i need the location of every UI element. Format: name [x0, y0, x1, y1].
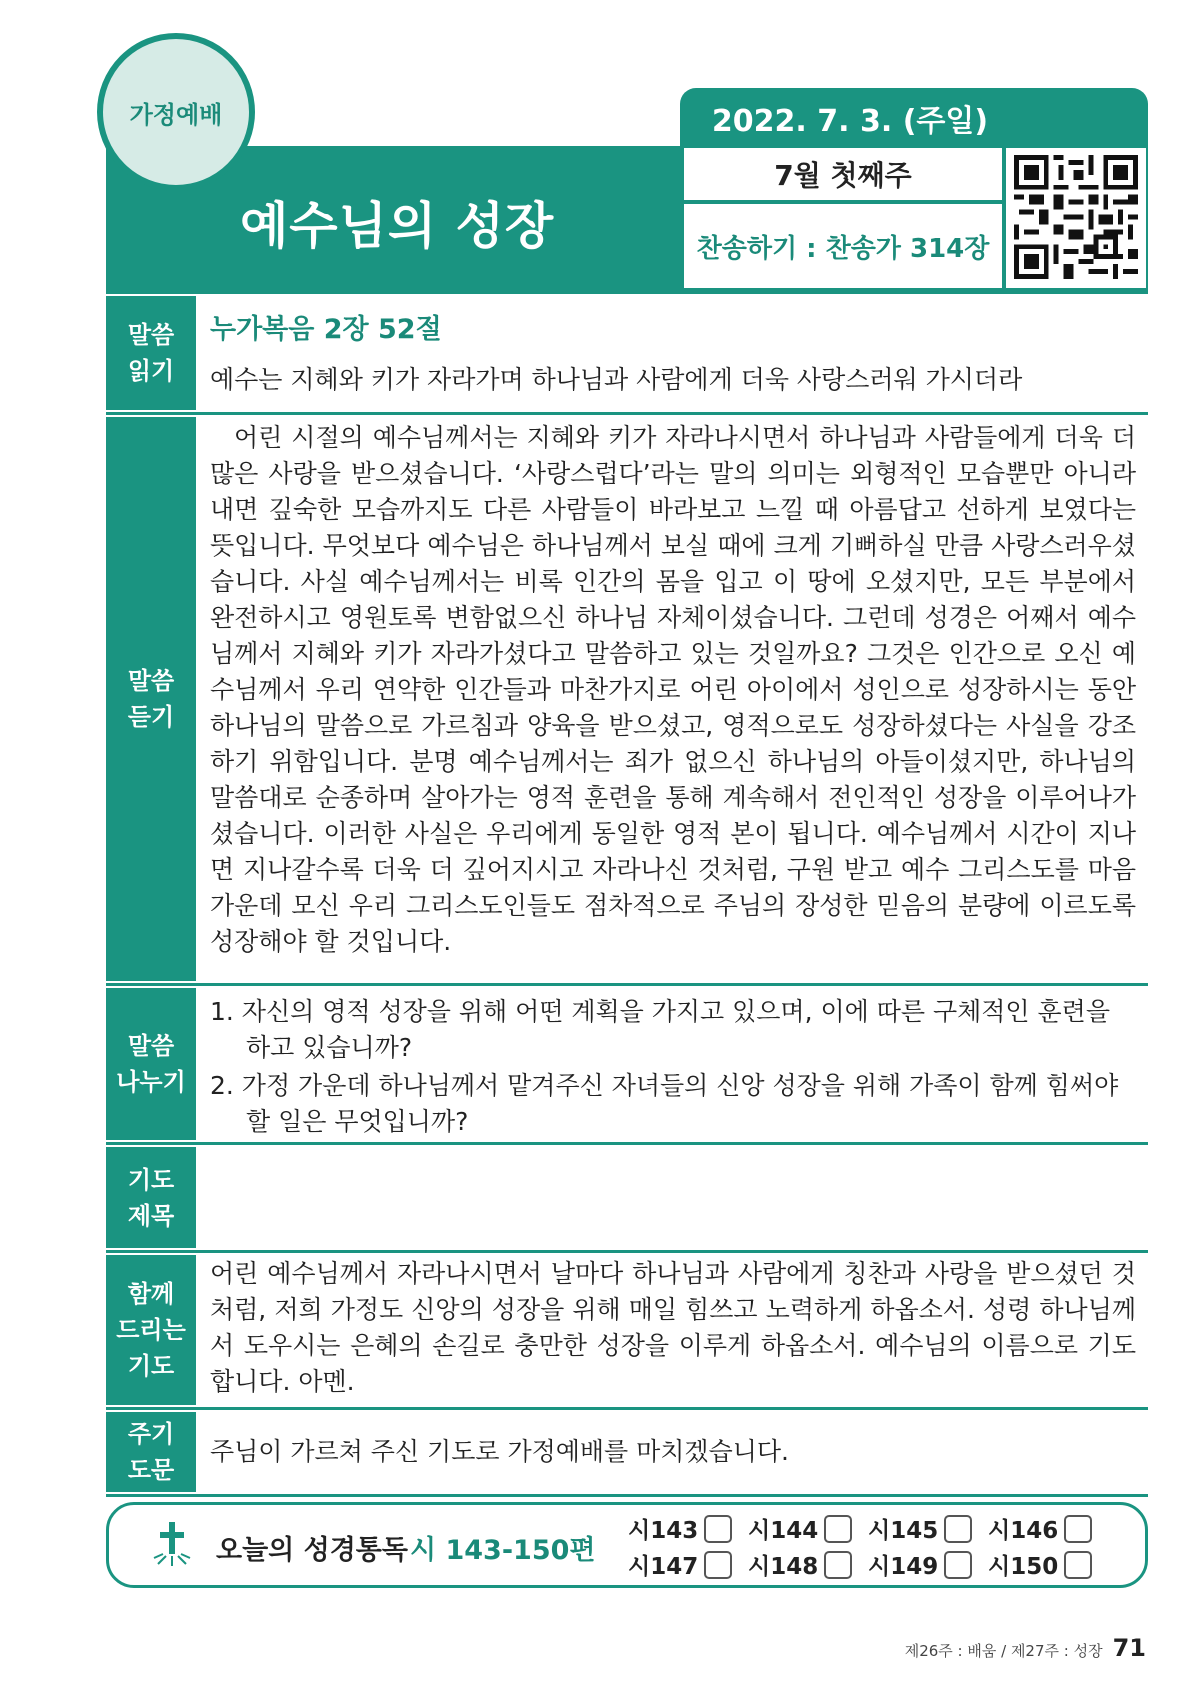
- sermon-text: 어린 시절의 예수님께서는 지혜와 키가 자라나시면서 하나님과 사람들에게 더욱 더 많은 사랑을 받으셨습니다. ‘사랑스럽다’라는 말의 의미는 외형적인 모습뿐만 아니라 내면 깊숙한 모습까지도 다른 사람들이 바라보고 느낄 때 아름답고 선하게 보였다는 뜻입니다. 무엇보다 예수님은 하나님께서 보실 때에 크게 기뻐하실 만큼 사랑스러우셨습니다. 사실 예수님께서는 비록 인간의 몸을 입고 이 땅에 오셨지만, 모든 부분에서 완전하시고 영원토록 변함없으신 하나님 자체이셨습니다. 그런데 성경은 어째서 예수님께서 지혜와 키가 자라가셨다고 말씀하고 있는 것일까요? 그것은 인간으로 오신 예수님께서 우리 연약한 인간들과 마찬가지로 어린 아이에서 성인으로 성장하시는 동안 하나님의 말씀으로 가르침과 양육을 받으셨고, 영적으로도 성장하셨다는 사실을 강조하기 위함입니다. 분명 예수님께서는 죄가 없으신 하나님의 아들이셨지만, 하나님의 말씀대로 순종하며 살아가는 영적 훈련을 통해 계속해서 전인적인 성장을 이루어나가셨습니다. 이러한 사실은 우리에게 동일한 영적 본이 됩니다. 예수님께서 시간이 지나면 지나갈수록 더욱 더 깊어지시고 자라나신 것처럼, 구원 받고 예수 그리스도를 마음 가운데 모신 우리 그리스도인들도 점차적으로 주님의 장성한 믿음의 분량에 이르도록 성장해야 할 것입니다.: [210, 423, 1136, 956]
- bible-reading-label: 오늘의 성경통독: [216, 1535, 408, 1566]
- section-label-together-prayer: 함께 드리는 기도: [106, 1255, 196, 1405]
- cross-icon: [152, 1520, 192, 1570]
- date-label: 2022. 7. 3. (주일): [711, 104, 989, 139]
- section-label-sharing: 말씀 나누기: [106, 988, 196, 1140]
- section-label-lords-prayer: 주기 도문: [106, 1412, 196, 1492]
- checkbox-icon[interactable]: [824, 1515, 852, 1543]
- page-footer: [905, 1634, 1146, 1662]
- section-label-listening: 말씀 듣기: [106, 417, 196, 981]
- divider: [106, 1494, 1148, 1497]
- bible-reading-range: 시 143-150편: [410, 1535, 596, 1566]
- divider: [106, 1407, 1148, 1410]
- chapter-checkbox[interactable]: 시149: [868, 1548, 972, 1581]
- chapter-checkbox[interactable]: 시145: [868, 1512, 972, 1545]
- chapter-checkbox[interactable]: 시147: [628, 1548, 732, 1581]
- scripture-reference: 누가복음 2장 52절: [210, 314, 442, 345]
- category-badge: [97, 33, 255, 191]
- chapter-checkbox[interactable]: 시143: [628, 1512, 732, 1545]
- chapter-checkbox[interactable]: 시148: [748, 1548, 852, 1581]
- chapter-checkbox[interactable]: 시150: [988, 1548, 1092, 1581]
- checkbox-icon[interactable]: [704, 1551, 732, 1579]
- reading-content: [210, 312, 1136, 398]
- scripture-verse: 예수는 지혜와 키가 자라가며 하나님과 사람에게 더욱 사랑스러워 가시더라: [210, 365, 1023, 394]
- week-label: 7월 첫째주: [684, 148, 1002, 200]
- question-item: 1. 자신의 영적 성장을 위해 어떤 계획을 가지고 있으며, 이에 따른 구체적인 훈련을 하고 있습니까?: [210, 997, 1110, 1062]
- divider: [106, 291, 1148, 294]
- section-label-reading: 말씀 읽기: [106, 296, 196, 410]
- question-item: 2. 가정 가운데 하나님께서 맡겨주신 자녀들의 신앙 성장을 위해 가족이 함께 힘써야 할 일은 무엇입니까?: [210, 1071, 1119, 1136]
- divider: [106, 983, 1148, 986]
- divider: [106, 1250, 1148, 1253]
- divider: [106, 412, 1148, 415]
- page-number: 71: [1112, 1634, 1146, 1662]
- lords-prayer-text: 주님이 가르쳐 주신 기도로 가정예배를 마치겠습니다.: [210, 1437, 789, 1466]
- checkbox-icon[interactable]: [944, 1551, 972, 1579]
- together-prayer-text: 어린 예수님께서 자라나시면서 날마다 하나님과 사람에게 칭찬과 사랑을 받으셨던 것처럼, 저희 가정도 신앙의 성장을 위해 매일 힘쓰고 노력하게 하옵소서. 성령 하나님께서 도우시는 은혜의 손길로 충만한 성장을 이루게 하옵소서. 예수님의 이름으로 기도합니다. 아멘.: [210, 1259, 1136, 1396]
- footer-text: 제26주 : 배움 / 제27주 : 성장: [904, 1642, 1103, 1660]
- chapter-checkbox[interactable]: 시144: [748, 1512, 852, 1545]
- page-title: 예수님의 성장: [240, 197, 555, 255]
- checkbox-icon[interactable]: [704, 1515, 732, 1543]
- discussion-questions: [210, 994, 1136, 1140]
- checkbox-icon[interactable]: [944, 1515, 972, 1543]
- checkbox-icon[interactable]: [1064, 1515, 1092, 1543]
- checkbox-icon[interactable]: [824, 1551, 852, 1579]
- category-label: 가정예배: [129, 100, 223, 129]
- section-label-prayer-topics: 기도 제목: [106, 1147, 196, 1248]
- chapter-checkbox[interactable]: 시146: [988, 1512, 1092, 1545]
- hymn-label: 찬송하기 : 찬송가 314장: [684, 204, 1002, 288]
- prayer-topics-area[interactable]: [210, 1150, 1136, 1246]
- divider: [106, 1142, 1148, 1145]
- qr-code-icon[interactable]: [1014, 155, 1138, 279]
- checkbox-icon[interactable]: [1064, 1551, 1092, 1579]
